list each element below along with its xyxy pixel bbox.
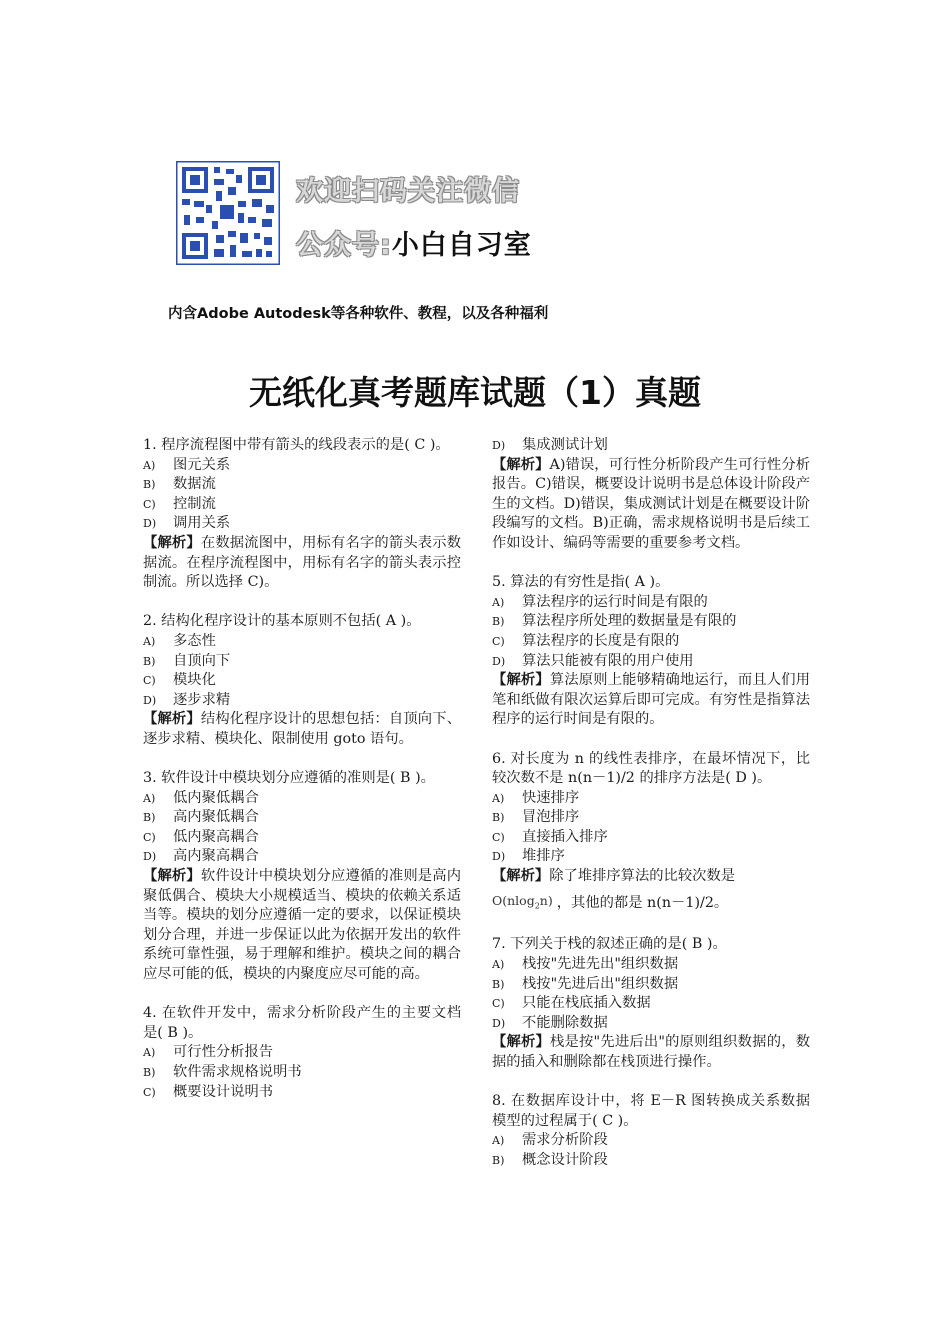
option-letter: C) xyxy=(143,674,156,688)
option-item xyxy=(143,808,461,828)
option-item xyxy=(492,847,810,867)
option-item xyxy=(143,514,461,534)
option-letter: C) xyxy=(492,830,505,844)
analysis xyxy=(492,867,810,887)
option-text: 自顶向下 xyxy=(173,652,231,669)
option-letter: C) xyxy=(492,997,505,1011)
question-7 xyxy=(492,935,810,1072)
analysis-tag: 【解析】 xyxy=(492,1034,551,1051)
option-item xyxy=(143,691,461,711)
question-4 xyxy=(143,1004,461,1102)
option-letter: D) xyxy=(143,850,157,864)
analysis-text: 除了堆排序算法的比较次数是 xyxy=(549,868,736,885)
option-text: 概念设计阶段 xyxy=(522,1151,608,1168)
analysis-tag: 【解析】 xyxy=(143,868,201,885)
analysis-text: 在数据流图中，用标有名字的箭头表示数据流。在程序流程图中，用标有名字的箭头表示控制流。所以选择 C)。 xyxy=(143,534,462,591)
option-letter: B) xyxy=(492,811,505,825)
formula-main: O(nlog xyxy=(492,892,535,908)
question-6 xyxy=(492,750,810,916)
option-item xyxy=(492,593,810,613)
option-text: 低内聚低耦合 xyxy=(173,789,259,806)
question-8 xyxy=(492,1092,810,1170)
option-text: 低内聚高耦合 xyxy=(173,828,259,845)
option-item xyxy=(143,671,461,691)
option-text: 栈按"先进先出"组织数据 xyxy=(522,955,679,972)
option-item xyxy=(492,652,810,672)
option-letter: A) xyxy=(143,1046,156,1060)
analysis-text: 结构化程序设计的思想包括：自顶向下、逐步求精、模块化、限制使用 goto 语句。 xyxy=(143,711,462,747)
option-text: 调用关系 xyxy=(173,515,231,532)
option-item xyxy=(492,789,810,809)
analysis-tag: 【解析】 xyxy=(492,456,550,473)
qr-code-icon[interactable] xyxy=(176,161,280,265)
option-text: 冒泡排序 xyxy=(522,809,580,826)
option-letter: B) xyxy=(492,977,505,991)
right-column xyxy=(492,436,810,1170)
question-5 xyxy=(492,573,810,730)
option-text: 模块化 xyxy=(173,672,216,689)
option-item xyxy=(143,1083,461,1103)
option-item xyxy=(492,1131,810,1151)
option-letter: C) xyxy=(143,497,156,511)
question-text: 6. 对长度为 n 的线性表排序，在最坏情况下，比较次数不是 n(n－1)/2 的排序方法是( D )。 xyxy=(492,750,810,787)
analysis-text: 栈是按"先进后出"的原则组织数据的，数据的插入和删除都在栈顶进行操作。 xyxy=(492,1034,810,1070)
option-letter: D) xyxy=(492,850,506,864)
option-letter: A) xyxy=(492,595,505,609)
question-text: 7. 下列关于栈的叙述正确的是( B )。 xyxy=(492,936,727,953)
option-text: 栈按"先进后出"组织数据 xyxy=(522,975,679,992)
option-letter: C) xyxy=(143,830,156,844)
analysis-formula-line xyxy=(492,891,810,916)
option-letter: B) xyxy=(143,478,156,492)
analysis xyxy=(143,867,461,985)
option-letter: D) xyxy=(492,1016,506,1030)
question-text: 4. 在软件开发中，需求分析阶段产生的主要文档是( B )。 xyxy=(143,1005,461,1041)
option-letter: A) xyxy=(143,458,156,472)
option-item xyxy=(143,789,461,809)
option-item xyxy=(143,495,461,515)
analysis xyxy=(492,671,810,730)
option-item xyxy=(492,828,810,848)
option-text: 直接插入排序 xyxy=(522,828,608,845)
option-item xyxy=(492,1014,810,1034)
question-2 xyxy=(143,612,461,749)
option-item xyxy=(143,456,461,476)
analysis xyxy=(492,1033,810,1072)
banner-account-prefix: 公众号: xyxy=(296,230,392,261)
question-text: 1. 程序流程图中带有箭头的线段表示的是( C )。 xyxy=(143,437,450,453)
analysis-text: ，其他的都是 n(n－1)/2。 xyxy=(556,894,729,911)
option-item xyxy=(143,1043,461,1063)
option-item xyxy=(143,1063,461,1083)
analysis xyxy=(492,456,810,554)
option-letter: C) xyxy=(143,1085,156,1099)
question-text: 2. 结构化程序设计的基本原则不包括( A )。 xyxy=(143,613,421,630)
option-item xyxy=(492,994,810,1014)
banner-account-text xyxy=(296,223,532,262)
option-letter: B) xyxy=(492,1153,505,1167)
option-letter: A) xyxy=(143,634,156,648)
option-letter: A) xyxy=(492,957,505,971)
option-text: 堆排序 xyxy=(522,848,565,865)
question-1 xyxy=(143,436,461,593)
option-letter: C) xyxy=(492,634,505,648)
option-text: 需求分析阶段 xyxy=(522,1132,608,1149)
option-text: 逐步求精 xyxy=(173,691,231,708)
option-letter: B) xyxy=(143,1066,156,1079)
option-item xyxy=(492,632,810,652)
option-item xyxy=(492,808,810,828)
option-text: 快速排序 xyxy=(522,789,580,806)
formula-end: n) xyxy=(539,892,553,908)
option-letter: A) xyxy=(492,791,505,805)
analysis-tag: 【解析】 xyxy=(492,672,550,689)
option-text: 软件需求规格说明书 xyxy=(173,1064,302,1080)
option-text: 集成测试计划 xyxy=(522,437,608,453)
option-text: 图元关系 xyxy=(173,456,231,473)
option-letter: A) xyxy=(143,791,156,805)
question-text: 5. 算法的有穷性是指( A )。 xyxy=(492,574,670,591)
option-item xyxy=(492,612,810,632)
analysis-tag: 【解析】 xyxy=(143,711,201,728)
option-item xyxy=(143,632,461,652)
option-letter: D) xyxy=(143,693,157,707)
option-text: 控制流 xyxy=(173,495,216,512)
option-text: 算法程序所处理的数据量是有限的 xyxy=(522,613,737,630)
option-item xyxy=(492,955,810,975)
complexity-formula xyxy=(492,891,553,916)
option-text: 概要设计说明书 xyxy=(173,1083,274,1100)
left-column xyxy=(143,436,461,1102)
option-text: 可行性分析报告 xyxy=(173,1044,274,1061)
option-item xyxy=(143,652,461,672)
question-text: 3. 软件设计中模块划分应遵循的准则是( B )。 xyxy=(143,770,435,787)
option-item xyxy=(492,975,810,995)
analysis-text: 软件设计中模块划分应遵循的准则是高内聚低偶合、模块大小规模适当、模块的依赖关系适当等。模块的划分应遵循一定的要求，以保证模块划分合理，并进一步保证以此为依据开发出的软件系统可靠性强，易于理解和维护。模块之间的耦合应尽可能的低，模块的内聚度应尽可能的高。 xyxy=(143,868,462,983)
question-4-continued xyxy=(492,436,810,554)
question-3 xyxy=(143,769,461,985)
option-text: 高内聚低耦合 xyxy=(173,809,259,826)
option-letter: D) xyxy=(143,517,157,531)
option-item xyxy=(143,828,461,848)
option-item xyxy=(143,475,461,495)
option-text: 数据流 xyxy=(173,476,216,493)
option-letter: B) xyxy=(143,654,156,668)
option-text: 高内聚高耦合 xyxy=(173,848,259,865)
wechat-banner xyxy=(176,161,596,271)
analysis xyxy=(143,710,461,749)
option-text: 只能在栈底插入数据 xyxy=(522,995,651,1012)
banner-follow-text: 欢迎扫码关注微信 xyxy=(296,176,520,207)
option-letter: A) xyxy=(492,1134,505,1148)
page-title: 无纸化真考题库试题（1）真题 xyxy=(249,373,701,412)
option-letter: D) xyxy=(492,654,506,668)
question-text: 8. 在数据库设计中，将 E－R 图转换成关系数据模型的过程属于( C )。 xyxy=(492,1093,810,1129)
option-item xyxy=(492,436,810,456)
option-letter: D) xyxy=(492,439,506,452)
option-text: 算法只能被有限的用户使用 xyxy=(522,652,694,669)
analysis xyxy=(143,534,461,593)
analysis-text: A)错误，可行性分析阶段产生可行性分析报告。C)错误，概要设计说明书是总体设计阶段产生的文档。D)错误，集成测试计划是在概要设计阶段编写的文档。B)正确，需求规格说明书是后续工作如设计、编码等需要的重要参考文档。 xyxy=(492,456,810,551)
option-text: 多态性 xyxy=(173,632,216,649)
option-text: 算法程序的运行时间是有限的 xyxy=(522,593,708,610)
analysis-tag: 【解析】 xyxy=(492,868,550,885)
formula-subscript: 2 xyxy=(534,901,540,911)
promo-text: 内含Adobe Autodesk等各种软件、教程，以及各种福利 xyxy=(168,306,549,322)
option-letter: B) xyxy=(492,615,505,629)
option-item xyxy=(143,847,461,867)
option-item xyxy=(492,1151,810,1171)
analysis-tag: 【解析】 xyxy=(143,534,201,551)
option-text: 算法程序的长度是有限的 xyxy=(522,632,680,649)
banner-account-name: 小白自习室 xyxy=(391,230,532,261)
option-letter: B) xyxy=(143,811,156,825)
option-text: 不能删除数据 xyxy=(522,1014,608,1031)
analysis-text: 算法原则上能够精确地运行，而且人们用笔和纸做有限次运算后即可完成。有穷性是指算法程序的运行时间是有限的。 xyxy=(492,672,811,728)
